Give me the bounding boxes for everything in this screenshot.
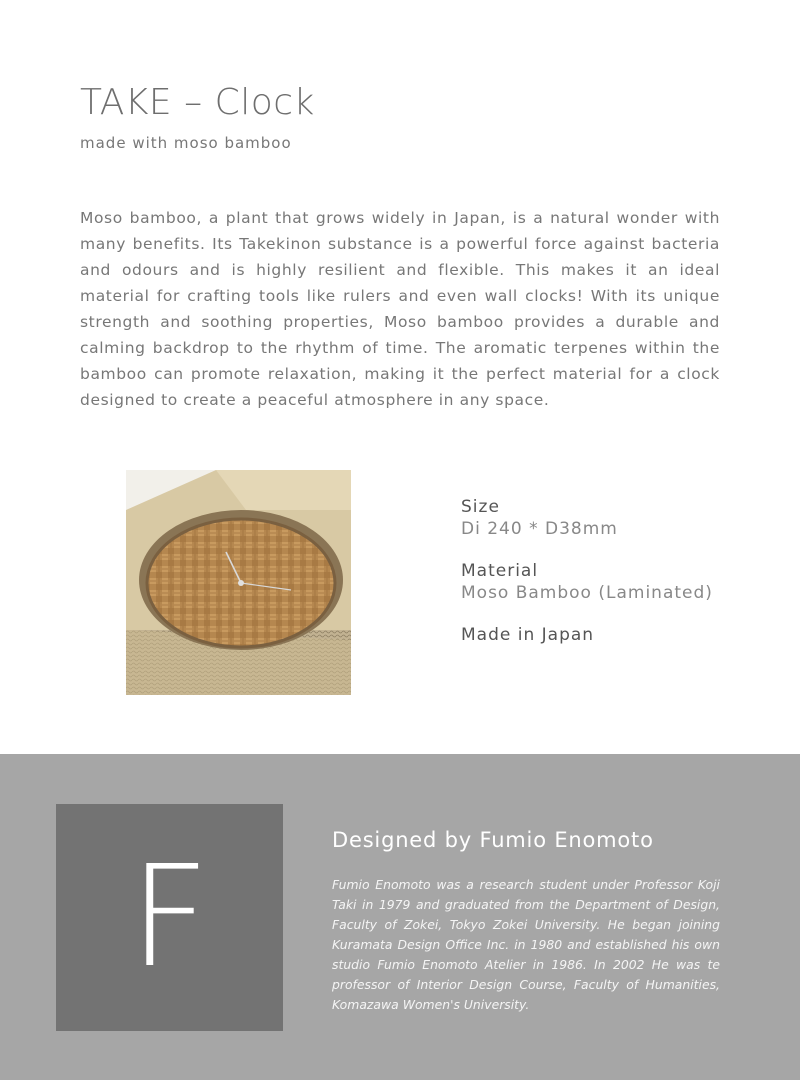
- designer-title: Designed by Fumio Enomoto: [332, 828, 654, 852]
- page-subtitle: made with moso bamboo: [80, 134, 292, 152]
- page-title: TAKE – Clock: [80, 82, 315, 123]
- size-value: Di 240 * D38mm: [461, 519, 618, 539]
- bamboo-clock-image: [126, 470, 351, 695]
- spec-size: [461, 497, 713, 539]
- spec-material: [461, 561, 713, 603]
- product-specs: [461, 497, 713, 667]
- material-value: Moso Bamboo (Laminated): [461, 583, 713, 603]
- product-description: Moso bamboo, a plant that grows widely in Japan, is a natural wonder with many benefits. Its Takekinon substance is a powerful force against bacteria and odours and is highly resilient and flexible. This makes it an ideal material for crafting tools like rulers and even wall clocks! With its unique strength and soothing properties, Moso bamboo provides a durable and calming backdrop to the rhythm of time. The aromatic terpenes within the bamboo can promote relaxation, making it the perfect material for a clock designed to create a peaceful atmosphere in any space.: [80, 209, 720, 409]
- size-label: Size: [461, 497, 500, 517]
- designer-monogram: F: [129, 835, 210, 999]
- material-label: Material: [461, 561, 539, 581]
- spec-origin: [461, 625, 713, 645]
- product-photo: [126, 470, 351, 695]
- designer-monogram-box: [56, 804, 283, 1031]
- origin-label: Made in Japan: [461, 625, 595, 645]
- designer-section: [0, 754, 800, 1080]
- designer-bio: Fumio Enomoto was a research student under Professor Koji Taki in 1979 and graduated from the Department of Design, Faculty of Zokei, Tokyo Zokei University. He began joining Kuramata Design Office Inc. in 1980 and established his own studio Fumio Enomoto Atelier in 1986. In 2002 He was te professor of Interior Design Course, Faculty of Humanities, Komazawa Women's University.: [332, 877, 720, 1012]
